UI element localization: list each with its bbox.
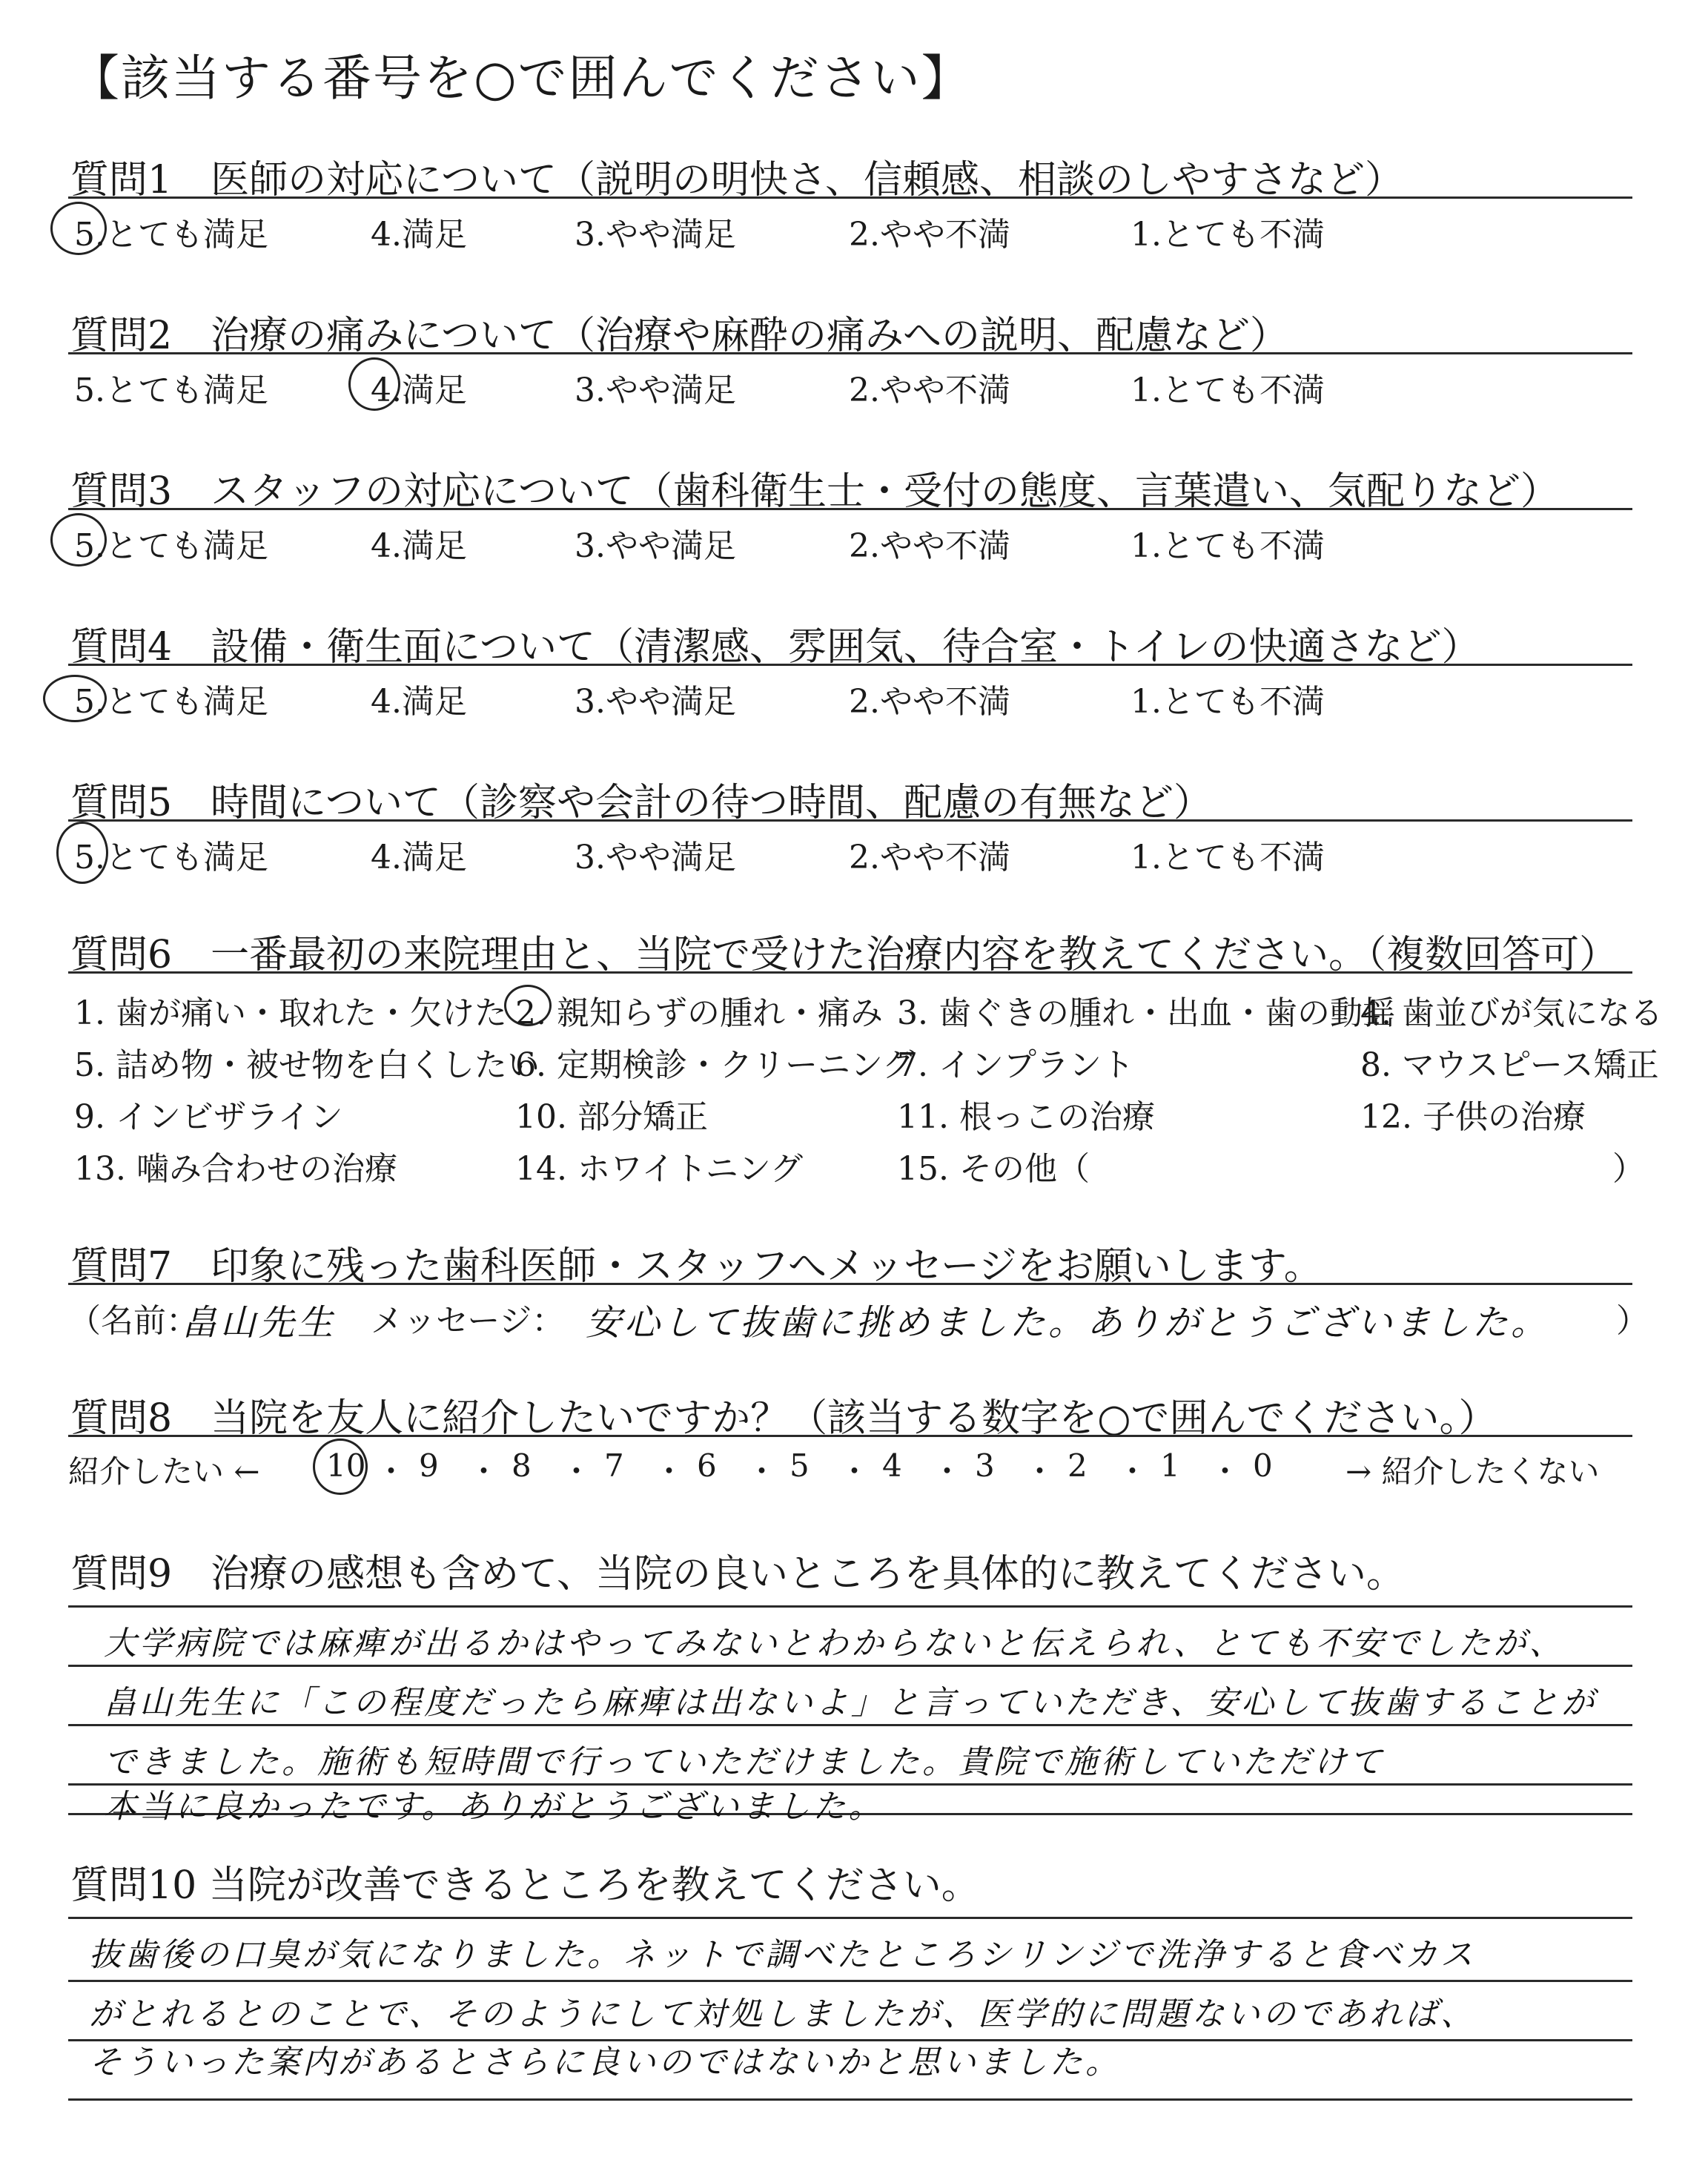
q10-answer-line[interactable]: 抜歯後の口臭が気になりました。ネットで調べたところシリンジで洗浄すると食べカス (89, 1936, 1476, 1974)
q5-option-3[interactable]: 3.やや満足 (575, 839, 736, 876)
q7-close-paren: ） (1616, 1302, 1649, 1340)
divider (68, 508, 1632, 510)
q10-answer-line[interactable]: そういった案内があるとさらに良いのではないかと思いました。 (89, 2044, 1121, 2081)
divider (68, 1724, 1632, 1726)
divider (68, 196, 1632, 199)
q8-scale-separator: ・ (1024, 1453, 1056, 1490)
q5-option-5[interactable]: 5.とても満足 (74, 839, 268, 876)
q8-left-label: 紹介したい ← (68, 1453, 260, 1490)
q4-option-3[interactable]: 3.やや満足 (575, 683, 736, 721)
divider (68, 352, 1632, 354)
question-10-title: 質問10 当院が改善できるところを教えてください。 (70, 1863, 980, 1908)
q7-message-value[interactable]: 安心して抜歯に挑めました。ありがとうございました。 (586, 1302, 1550, 1344)
q6-option-4[interactable]: 4. 歯並びが気になる (1360, 994, 1663, 1032)
q8-scale-8[interactable]: 8 (512, 1447, 532, 1484)
q8-right-label: → 紹介したくない (1345, 1453, 1600, 1490)
q8-scale-4[interactable]: 4 (882, 1447, 902, 1484)
q8-scale-separator: ・ (1209, 1453, 1241, 1490)
divider (68, 2098, 1632, 2101)
q5-option-1[interactable]: 1.とても不満 (1131, 839, 1325, 876)
q8-scale-5[interactable]: 5 (790, 1447, 810, 1484)
q8-scale-separator: ・ (468, 1453, 500, 1490)
question-4-title: 質問4 設備・衛生面について（清潔感、雰囲気、待合室・トイレの快適さなど） (70, 625, 1480, 670)
q8-scale (326, 1447, 1327, 1492)
q3-option-2[interactable]: 2.やや不満 (849, 527, 1010, 565)
divider (68, 1665, 1632, 1667)
question-3-title: 質問3 スタッフの対応について（歯科衛生士・受付の態度、言葉遣い、気配りなど） (70, 469, 1560, 514)
q7-name-value[interactable]: 畠山先生 (182, 1302, 337, 1344)
q4-option-2[interactable]: 2.やや不満 (849, 683, 1010, 721)
q1-option-4[interactable]: 4.満足 (371, 216, 467, 254)
q6-option-13[interactable]: 13. 噛み合わせの治療 (74, 1150, 397, 1188)
q5-option-2[interactable]: 2.やや不満 (849, 839, 1010, 876)
q6-option-15[interactable]: 15. その他（ (897, 1150, 1090, 1188)
q1-option-3[interactable]: 3.やや満足 (575, 216, 736, 254)
q6-option-10[interactable]: 10. 部分矯正 (515, 1098, 708, 1136)
divider (68, 971, 1632, 974)
q8-scale-3[interactable]: 3 (975, 1447, 995, 1484)
q6-option-5[interactable]: 5. 詰め物・被せ物を白くしたい (74, 1046, 540, 1084)
divider (68, 1435, 1632, 1437)
q8-scale-7[interactable]: 7 (604, 1447, 624, 1484)
q6-option-3[interactable]: 3. 歯ぐきの腫れ・出血・歯の動揺 (897, 994, 1395, 1032)
divider (68, 1917, 1632, 1919)
q4-option-1[interactable]: 1.とても不満 (1131, 683, 1325, 721)
question-9-title: 質問9 治療の感想も含めて、当院の良いところを具体的に教えてください。 (70, 1552, 1406, 1596)
q3-option-1[interactable]: 1.とても不満 (1131, 527, 1325, 565)
q8-scale-2[interactable]: 2 (1068, 1447, 1088, 1484)
q8-scale-separator: ・ (653, 1453, 685, 1490)
question-8-title: 質問8 当院を友人に紹介したいですか？（該当する数字を○で囲んでください。） (70, 1396, 1497, 1441)
q2-option-4[interactable]: 4.満足 (371, 371, 467, 409)
q8-scale-10[interactable]: 10 (326, 1447, 366, 1484)
q9-answer-line[interactable]: 本当に良かったです。ありがとうございました。 (104, 1788, 884, 1826)
q9-answer-line[interactable]: 畠山先生に「この程度だったら麻痺は出ないよ」と言っていただき、安心して抜歯することが (104, 1684, 1598, 1722)
q2-option-2[interactable]: 2.やや不満 (849, 371, 1010, 409)
q7-name-label: （名前： (68, 1302, 199, 1340)
q9-answer-line[interactable]: できました。施術も短時間で行っていただけました。貴院で施術していただけて (104, 1743, 1385, 1781)
q10-answer-line[interactable]: がとれるとのことで、そのようにして対処しましたが、医学的に問題ないのであれば、 (89, 1995, 1477, 2033)
question-5-title: 質問5 時間について（診察や会計の待つ時間、配慮の有無など） (70, 781, 1213, 825)
q6-option-12[interactable]: 12. 子供の治療 (1360, 1098, 1586, 1136)
q8-scale-separator: ・ (838, 1453, 870, 1490)
q6-option-15-close: ） (1612, 1150, 1645, 1188)
q5-option-4[interactable]: 4.満足 (371, 839, 467, 876)
question-2-title: 質問2 治療の痛みについて（治療や麻酔の痛みへの説明、配慮など） (70, 314, 1289, 358)
q1-option-1[interactable]: 1.とても不満 (1131, 216, 1325, 254)
divider (68, 1980, 1632, 1982)
q3-option-4[interactable]: 4.満足 (371, 527, 467, 565)
q8-scale-separator: ・ (1116, 1453, 1148, 1490)
q1-option-5[interactable]: 5.とても満足 (74, 216, 268, 254)
q4-option-4[interactable]: 4.満足 (371, 683, 467, 721)
q6-option-11[interactable]: 11. 根っこの治療 (897, 1098, 1155, 1136)
question-1-title: 質問1 医師の対応について（説明の明快さ、信頼感、相談のしやすさなど） (70, 158, 1403, 202)
q8-scale-separator: ・ (560, 1453, 592, 1490)
question-7-title: 質問7 印象に残った歯科医師・スタッフへメッセージをお願いします。 (70, 1244, 1323, 1289)
q2-option-1[interactable]: 1.とても不満 (1131, 371, 1325, 409)
q8-scale-1[interactable]: 1 (1160, 1447, 1180, 1484)
q6-option-9[interactable]: 9. インビザライン (74, 1098, 343, 1136)
q6-option-7[interactable]: 7. インプラント (897, 1046, 1134, 1084)
q6-option-2[interactable]: 2. 親知らずの腫れ・痛み (515, 994, 883, 1032)
q8-scale-separator: ・ (375, 1453, 407, 1490)
q8-scale-6[interactable]: 6 (697, 1447, 717, 1484)
q4-option-5[interactable]: 5.とても満足 (74, 683, 268, 721)
divider (68, 1605, 1632, 1608)
q6-option-6[interactable]: 6. 定期検診・クリーニング (515, 1046, 916, 1084)
q8-scale-0[interactable]: 0 (1253, 1447, 1273, 1484)
q8-scale-9[interactable]: 9 (419, 1447, 439, 1484)
q7-message-label: メッセージ： (371, 1302, 565, 1340)
q8-scale-separator: ・ (931, 1453, 963, 1490)
divider (68, 1283, 1632, 1285)
q3-option-3[interactable]: 3.やや満足 (575, 527, 736, 565)
q3-option-5[interactable]: 5.とても満足 (74, 527, 268, 565)
question-6-title: 質問6 一番最初の来院理由と、当院で受けた治療内容を教えてください。（複数回答可） (70, 933, 1618, 977)
q2-option-5[interactable]: 5.とても満足 (74, 371, 268, 409)
q6-option-14[interactable]: 14. ホワイトニング (515, 1150, 804, 1188)
q2-option-3[interactable]: 3.やや満足 (575, 371, 736, 409)
form-header: 【該当する番号を○で囲んでください】 (70, 50, 972, 107)
q6-option-8[interactable]: 8. マウスピース矯正 (1360, 1046, 1659, 1084)
q1-option-2[interactable]: 2.やや不満 (849, 216, 1010, 254)
q6-option-1[interactable]: 1. 歯が痛い・取れた・欠けた (74, 994, 507, 1032)
q8-scale-separator: ・ (746, 1453, 778, 1490)
divider (68, 819, 1632, 822)
q9-answer-line[interactable]: 大学病院では麻痺が出るかはやってみないとわからないと伝えられ、とても不安でしたが、 (104, 1625, 1565, 1662)
divider (68, 664, 1632, 666)
